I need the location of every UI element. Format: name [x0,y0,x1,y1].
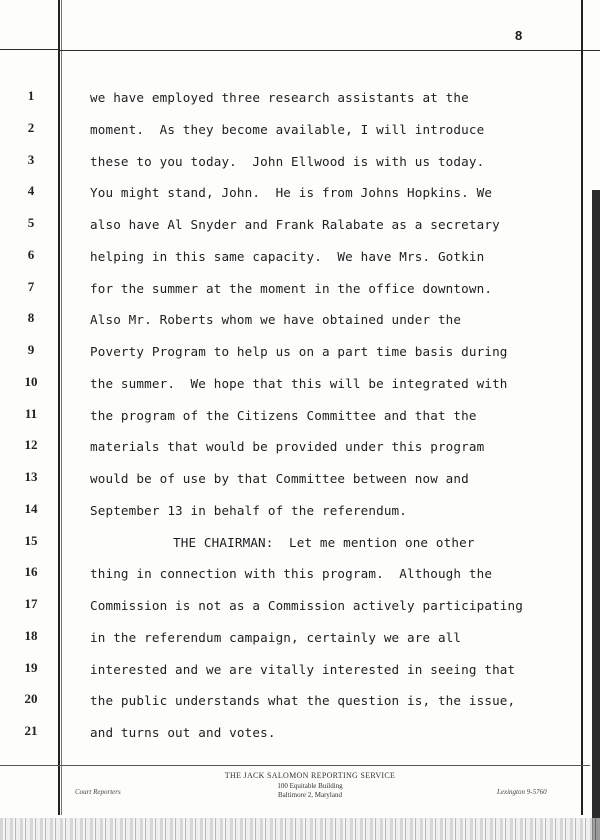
transcript-line: helping in this same capacity. We have Mrs. Gotkin [90,248,485,264]
transcript-line: thing in connection with this program. Although the [90,566,493,582]
scan-noise-strip [0,818,600,840]
line-number: 14 [24,500,38,516]
left-margin-rule-inner [61,0,62,815]
line-number: 8 [27,310,35,326]
line-number: 16 [24,564,38,580]
line-number: 21 [24,723,38,738]
line-number: 9 [27,342,35,357]
header-rule-left [0,49,58,50]
transcript-line: interested and we are vitally interested in seeing that [90,661,516,677]
transcript-line: would be of use by that Committee between now and [90,471,469,486]
footer-phone: Lexington 9-5760 [497,788,547,796]
line-number: 19 [24,659,38,675]
speaker-line: THE CHAIRMAN: Let me mention one other [173,534,475,550]
transcript-line: September 13 in behalf of the referendum. [90,502,408,518]
transcript-line: Commission is not as a Commission actively participating [90,598,523,613]
transcript-line: moment. As they become available, I will introduce [90,121,485,137]
transcript-line: in the referendum campaign, certainly we are all [90,629,462,645]
line-number: 7 [27,278,35,294]
line-number: 15 [24,532,38,548]
transcript-line: the program of the Citizens Committee and that the [90,407,477,423]
transcript-line: also have Al Snyder and Frank Ralabate as a secretary [90,217,500,232]
transcript-line: materials that would be provided under this program [90,439,485,455]
line-number: 1 [27,88,35,103]
left-margin-rule [58,0,60,815]
transcript-line: for the summer at the moment in the office downtown. [90,280,493,296]
line-number: 17 [24,596,38,611]
transcript-line: Also Mr. Roberts whom we have obtained under the [90,312,462,328]
line-number: 13 [24,469,38,484]
footer-rule [0,765,590,766]
footer-address-line2: Baltimore 2, Maryland [278,791,342,799]
right-margin-rule [581,0,583,815]
footer-company: THE JACK SALOMON REPORTING SERVICE [224,771,396,780]
transcript-line: and turns out and votes. [90,725,276,740]
header-rule [60,50,600,51]
transcript-line: we have employed three research assistants at the [90,90,469,105]
page-number: 8 [515,28,523,43]
transcript-line: You might stand, John. He is from Johns Hopkins. We [90,185,493,201]
transcript-line: the summer. We hope that this will be integrated with [90,375,508,391]
line-number: 20 [24,691,38,707]
line-number: 3 [27,151,35,167]
transcript-line: the public understands what the question is, the issue, [90,693,516,709]
transcript-line: these to you today. John Ellwood is with us today. [90,153,485,169]
line-number: 11 [24,405,38,421]
scan-edge-shadow [592,190,600,840]
line-number: 5 [27,215,35,230]
line-number: 12 [24,437,38,453]
footer-left-label: Court Reporters [75,788,121,796]
line-number: 6 [27,246,35,262]
line-number: 18 [24,627,38,643]
transcript-line: Poverty Program to help us on a part time basis during [90,344,508,359]
line-number: 10 [24,373,38,389]
line-number: 4 [27,183,35,199]
line-number: 2 [27,119,35,135]
footer-address-line1: 100 Equitable Building [277,782,343,790]
